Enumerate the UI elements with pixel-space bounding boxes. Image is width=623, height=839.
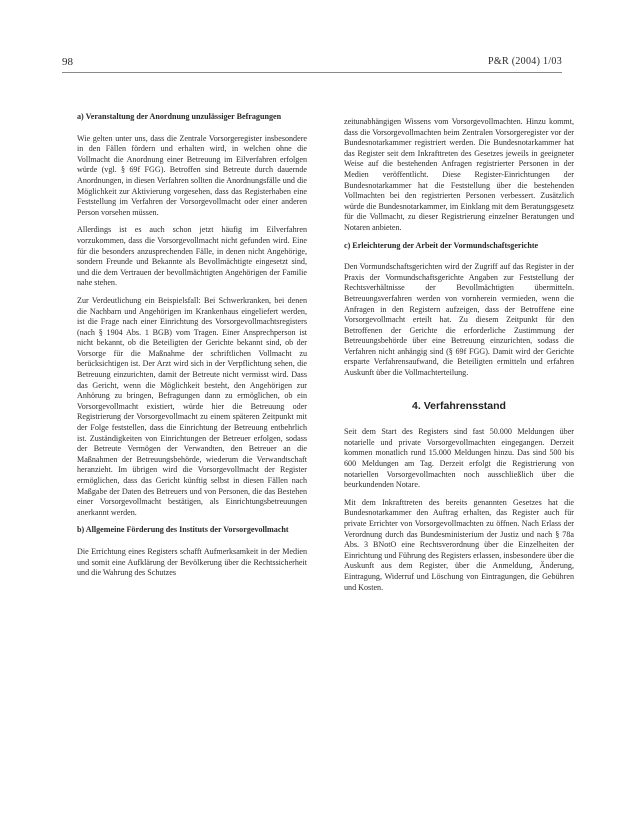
paragraph: Den Vormundschaftsgerichten wird der Zugriff auf das Register in der Praxis der Vormundschaftsgerichte Angaben zur Feststellung der Rechtsverhältnisse der Bevollmächtigten übermitteln. Betreuungsverfahren werden von vornherein vermieden, wenn die Anfragen in den Registern aufzeigen, dass der Betroffene eine Vorsorgevollmacht erteilt hat. Zu diesem Zeitpunkt für den Betroffenen der Gerichte die erforderliche Zustimmung der Betreuungsbehörde über eine Betreuung einzurichten, sodass die Verfahren nicht anhängig sind (§ 69f FGG). Damit wird der Gerichte ersparte Verfahrensaufwand, die Beteiligten ermitteln und erfahren Auskunft über die Vollmachterteilung. [344,262,574,378]
subsection-heading: a) Veranstaltung der Anordnung unzulässiger Befragungen [77,112,282,121]
paragraph: Zur Verdeutlichung ein Beispielsfall: Bei Schwerkranken, bei denen die Nachbarn und Angehörigen im Krankenhaus eingeliefert werden, ist die Frage nach einer Einrichtung des Vorsorgevollmachtsregisters (nach § 1904 Abs. 1 BGB) vom Tragen. Einer Ansprechperson ist nicht bekannt, ob die Beteiligten der Gerichte bekannt sind, ob der Vorsorge für die Maßnahme der schriftlichen Vollmacht zu berücksichtigen ist. Der Arzt wird sich in der Verpflichtung sehen, die Betreuung einzurichten, damit der Betreute nicht vermisst wird. Dass das Gericht, wenn die Möglichkeit besteht, den Angehörigen zur Anhörung zu bringen, Befragungen dann zu ermöglichen, ob ein Vorsorgevollmacht existiert, würde hier die Betreuung oder Registrierung der Vorsorgevollmacht zu einem späteren Zeitpunkt mit der Folge feststellen, dass die Einrichtung der Betreuung entbehrlich ist. Zuständigkeiten von Einrichtungen der Betreuer erfolgen, sodass der Betreute Vermögen der Verwandten, den Betreuer an die Maßnahmen der Betreuungsbehörde, wiederum die Verwandtschaft heranzieht. Im übrigen wird die Vorsorgevollmacht der Register ermöglichen, dass das Gericht künftig selbst in diesen Fällen nach Maßgabe der Daten des Betreuers und von Personen, die das Bestehen einer Vorsorgevollmacht bestätigen, als Einrichtungsbetreuungen anerkannt werden. [77,295,307,517]
paragraph: Wie gelten unter uns, dass die Zentrale Vorsorgeregister insbesondere in den Fällen fördern und erhalten wird, in welchen ohne die Vollmacht die Anordnung einer Betreuung im Eilverfahren erfolgen würde (vgl. § 69f FGG). Betroffen sind Betreute durch dauernde Anordnungen, in diesen Verfahren sollten die Anordnungsfälle und die Möglichkeit zur Aktivierung vorgesehen, dass das Registerhaben eine Feststellung im Verfahren der Vorsorgevollmacht oder einer anderen Person vorsehen müssen. [77,133,307,217]
right-column [344,117,574,600]
page-number: 98 [62,56,73,68]
left-column [77,112,307,586]
paragraph: Die Errichtung eines Registers schafft Aufmerksamkeit in der Medien und somit eine Aufklärung der Bevölkerung über die Rechtssicherheit und die Wahrung des Schutzes [77,546,307,578]
paragraph: Seit dem Start des Registers sind fast 50.000 Meldungen über notarielle und private Vorsorgevollmachten eingegangen. Derzeit kommen monatlich rund 15.000 Meldungen hinzu. Das sind 500 bis 600 Meldungen am Tag. Derzeit erfolgt die Registrierung von notariellen Vorsorgevollmachten noch ausschließlich über die beurkundenden Notare. [344,427,574,490]
paragraph: zeitunabhängigen Wissens vom Vorsorgevollmachten. Hinzu kommt, dass die Vorsorgevollmachten beim Zentralen Vorsorgeregister vor der Bundesnotarkammer registriert werden. Die Bundesnotarkammer hat das Register seit dem Inkrafttreten des Gesetzes jeweils in geeigneter Weise auf die bestehenden Anfragen registrierter Personen in der Medien veröffentlicht. Diese Register-Einrichtungen der Bundesnotarkammer hat die Feststellung über die bestehenden Vollmachten bei den registrierten Personen verbessert. Zusätzlich würde die Bundesnotarkammer, im Einklang mit dem Beratungsgesetz für die Vollmacht, zu dieser Registrierung einzelner Beratungen und Notaren anbieten. [344,117,574,232]
subsection-heading: b) Allgemeine Förderung des Instituts der Vorsorgevollmacht [77,525,289,535]
section-heading: 4. Verfahrensstand [412,399,506,412]
paragraph: Allerdings ist es auch schon jetzt häufig im Eilverfahren vorzukommen, dass die Vorsorgevollmacht nicht gefunden wird. Eine für die besonders anzusprechenden Fälle, in denen nicht Angehörige, sondern Freunde und Bekannte als Bevollmächtigte eingesetzt sind, und die dem Vertrauen der bevollmächtigten Angehörigen der Familie nahe stehen. [77,225,307,288]
subsection-heading: c) Erleichterung der Arbeit der Vormundschaftsgerichte [344,240,539,250]
page-header [62,56,562,73]
journal-reference: P&R (2004) 1/03 [488,56,562,67]
paragraph: Mit dem Inkrafttreten des bereits genannten Gesetzes hat die Bundesnotarkammer den Auftrag erhalten, das Register auch für private Errichter von Vorsorgevollmachten zu öffnen. Nach Erlass der Verordnung durch das Bundesministerium der Justiz und nach § 78a Abs. 3 BNotO eine Rechtsverordnung über die Einzelheiten der Einrichtung und Führung des Registers erlassen, insbesondere über die Auskunft aus dem Register, über die Anmeldung, Änderung, Eintragung, Widerruf und Löschung von Eintragungen, die Gebühren und Kosten. [344,497,574,592]
